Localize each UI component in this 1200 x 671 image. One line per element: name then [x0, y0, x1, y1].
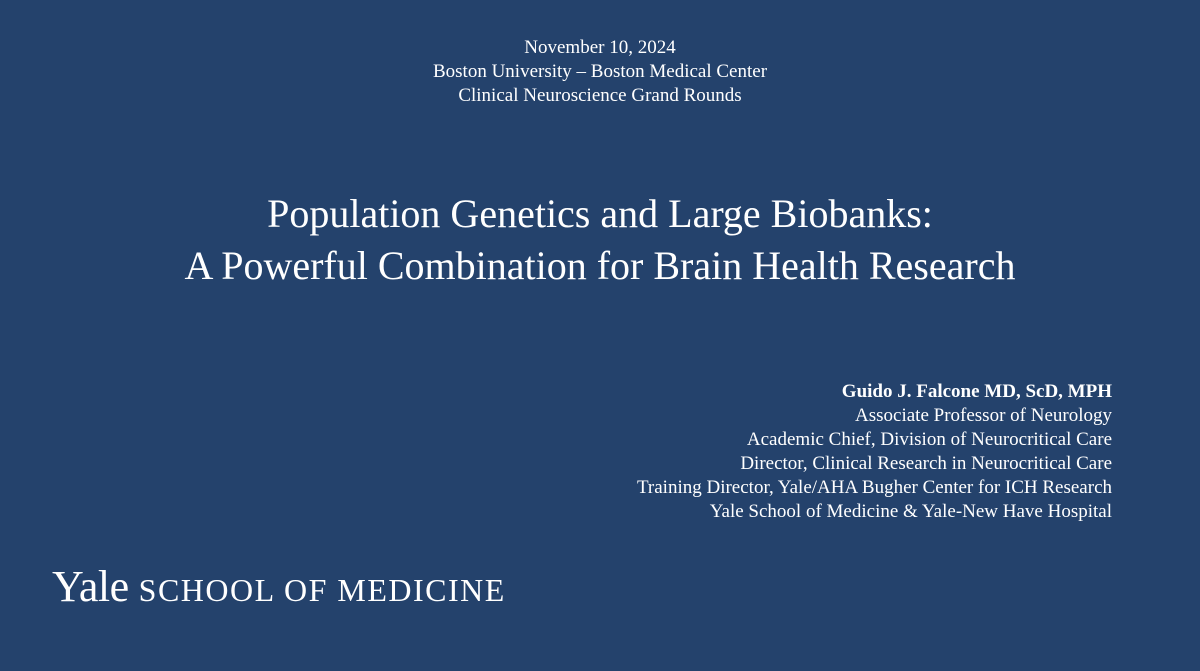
title-line-1: Population Genetics and Large Biobanks:	[267, 191, 933, 236]
event-host: Boston University – Boston Medical Center	[432, 61, 768, 82]
presenter-role: Academic Chief, Division of Neurocritical Care	[746, 429, 1112, 450]
presenter-role: Training Director, Yale/AHA Bugher Center for ICH Research	[636, 477, 1112, 498]
yale-school-of-medicine-logo	[52, 562, 506, 611]
presentation-title	[0, 188, 1200, 292]
title-line-2: A Powerful Combination for Brain Health Research	[184, 243, 1016, 288]
logo-school: SCHOOL OF MEDICINE	[138, 572, 506, 608]
event-date: November 10, 2024	[524, 37, 676, 58]
event-series: Clinical Neuroscience Grand Rounds	[458, 85, 742, 106]
logo-word: Yale	[52, 562, 129, 611]
presenter-info	[637, 380, 1112, 524]
presenter-role: Associate Professor of Neurology	[855, 405, 1112, 426]
presenter-name: Guido J. Falcone MD, ScD, MPH	[841, 381, 1112, 402]
presenter-role: Yale School of Medicine & Yale-New Have Hospital	[709, 501, 1112, 522]
presenter-role: Director, Clinical Research in Neurocritical Care	[740, 453, 1112, 474]
event-info	[0, 36, 1200, 108]
